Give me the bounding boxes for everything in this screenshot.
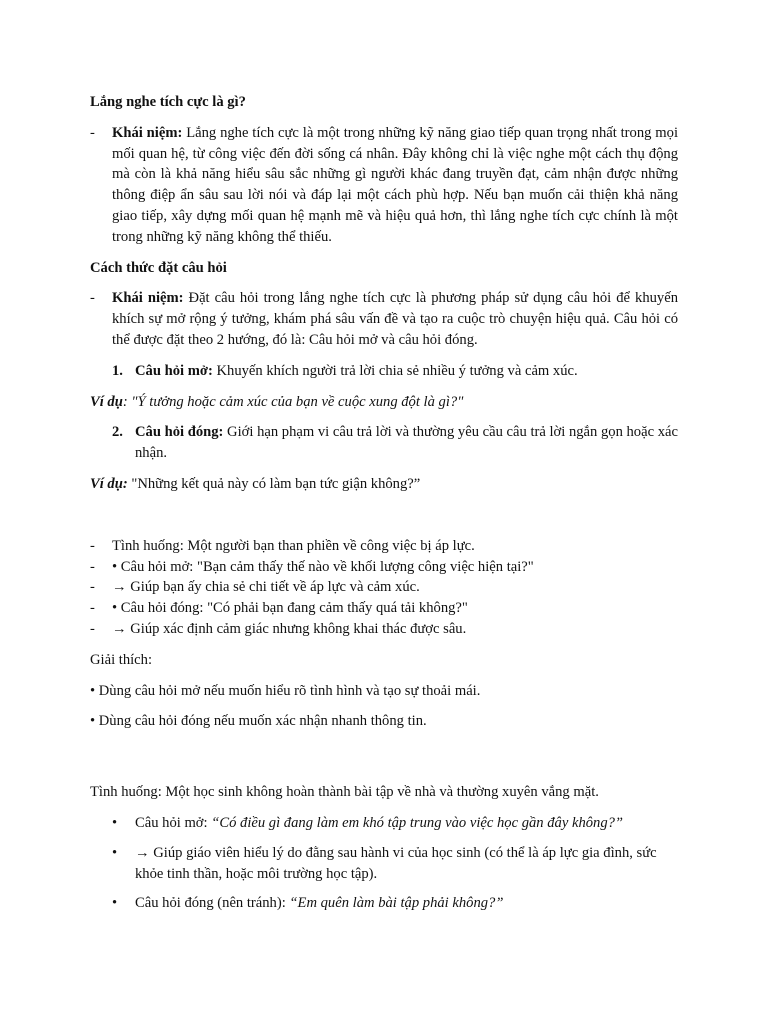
spacer xyxy=(90,505,678,536)
bullet-item xyxy=(90,813,678,834)
section-title-questioning: Cách thức đặt câu hỏi xyxy=(90,259,227,276)
item-label: Câu hỏi mở: xyxy=(135,362,213,379)
explain-line: • Dùng câu hỏi đóng nếu muốn xác nhận nhanh thông tin. xyxy=(90,713,427,730)
explain-line: • Dùng câu hỏi mở nếu muốn hiểu rõ tình hình và tạo sự thoải mái. xyxy=(90,682,481,699)
item-text: Khuyến khích người trả lời chia sẻ nhiều ý tưởng và cảm xúc. xyxy=(212,362,578,379)
scenario-list xyxy=(90,536,678,640)
bullet-text: → Giúp giáo viên hiểu lý do đằng sau hành vi của học sinh (có thể là áp lực gia đình, sức khỏe tinh thần, hoặc môi trường học tập). xyxy=(135,844,657,882)
bullet-quote: “Em quên làm bài tập phải không?” xyxy=(289,895,504,912)
list-item xyxy=(90,598,678,619)
numbered-item-open-question xyxy=(90,361,678,382)
spacer xyxy=(90,742,678,782)
list-item xyxy=(90,536,678,557)
item-number: 1. xyxy=(112,362,123,379)
list-item xyxy=(90,619,678,640)
scenario-intro: Tình huống: Một học sinh không hoàn thành bài tập về nhà và thường xuyên vắng mặt. xyxy=(90,784,599,801)
example-text: : "Ý tưởng hoặc cảm xúc của bạn về cuộc xung đột là gì?" xyxy=(122,393,464,410)
concept-label: Khái niệm: xyxy=(112,124,183,141)
bullet-text: Câu hỏi mở: xyxy=(135,814,212,831)
example-line xyxy=(90,392,678,413)
item-label: Câu hỏi đóng: xyxy=(135,424,224,441)
dash-marker: - xyxy=(90,537,95,554)
dash-marker: - xyxy=(90,558,95,575)
bullet-quote: “Có điều gì đang làm em khó tập trung vào việc học gần đây không?” xyxy=(211,814,624,831)
dash-marker: - xyxy=(90,579,95,596)
concept-text: Lắng nghe tích cực là một trong những kỹ năng giao tiếp quan trọng nhất trong mọi mối quan hệ, từ công việc đến đời sống cá nhân. Đây không chỉ là việc nghe một cách thụ động mà còn là khả năng hiểu sâu sắc những gì người khác đang truyền đạt, cảm nhận được những thông điệp ẩn sâu sau lời nói và đáp lại một cách phù hợp. Nếu bạn muốn cải thiện khả năng giao tiếp, xây dựng mối quan hệ mạnh mẽ và hiệu quả hơn, thì lắng nghe tích cực chính là một trong những kỹ năng không thể thiếu. xyxy=(112,124,679,245)
explain-title: Giải thích: xyxy=(90,651,153,668)
example-label: Ví dụ: xyxy=(90,475,128,492)
dash-marker: - xyxy=(90,620,95,637)
concept-label: Khái niệm: xyxy=(112,290,184,307)
dash-marker: - xyxy=(90,124,95,141)
example-line xyxy=(90,474,678,495)
document-page xyxy=(90,92,678,923)
example-label: Ví dụ xyxy=(90,393,123,410)
list-item-text: Tình huống: Một người bạn than phiền về công việc bị áp lực. xyxy=(112,537,475,554)
list-item-text: → Giúp bạn ấy chia sẻ chi tiết về áp lực và cảm xúc. xyxy=(112,579,420,596)
item-number: 2. xyxy=(112,424,123,441)
list-item-text: → Giúp xác định cảm giác nhưng không khai thác được sâu. xyxy=(112,620,467,637)
dash-marker: - xyxy=(90,600,95,617)
bullet-marker: • xyxy=(112,814,118,831)
list-item xyxy=(90,577,678,598)
list-item xyxy=(90,123,678,248)
bullet-item xyxy=(90,843,678,885)
example-text: "Những kết quả này có làm bạn tức giận không?” xyxy=(127,475,421,492)
bullet-text: Câu hỏi đóng (nên tránh): xyxy=(135,895,290,912)
bullet-item xyxy=(90,893,678,914)
dash-marker: - xyxy=(90,290,95,307)
concept-text: Đặt câu hỏi trong lắng nghe tích cực là phương pháp sử dụng câu hỏi để khuyến khích sự mở rộng ý tưởng, khám phá sâu vấn đề và tạo ra cuộc trò chuyện hiệu quả. Câu hỏi có thể được đặt theo 2 hướng, đó là: Câu hỏi mở và câu hỏi đóng. xyxy=(112,290,679,348)
list-item-text: • Câu hỏi mở: "Bạn cảm thấy thế nào về khối lượng công việc hiện tại?" xyxy=(112,558,534,575)
list-item xyxy=(90,288,678,350)
bullet-marker: • xyxy=(112,895,118,912)
item-text: Giới hạn phạm vi câu trả lời và thường yêu cầu câu trả lời ngắn gọn hoặc xác nhận. xyxy=(135,424,678,462)
bullet-marker: • xyxy=(112,844,118,861)
list-item-text: • Câu hỏi đóng: "Có phải bạn đang cảm thấy quá tải không?" xyxy=(112,600,468,617)
numbered-item-closed-question xyxy=(90,422,678,464)
section-title-active-listening: Lắng nghe tích cực là gì? xyxy=(90,94,246,110)
list-item xyxy=(90,557,678,578)
